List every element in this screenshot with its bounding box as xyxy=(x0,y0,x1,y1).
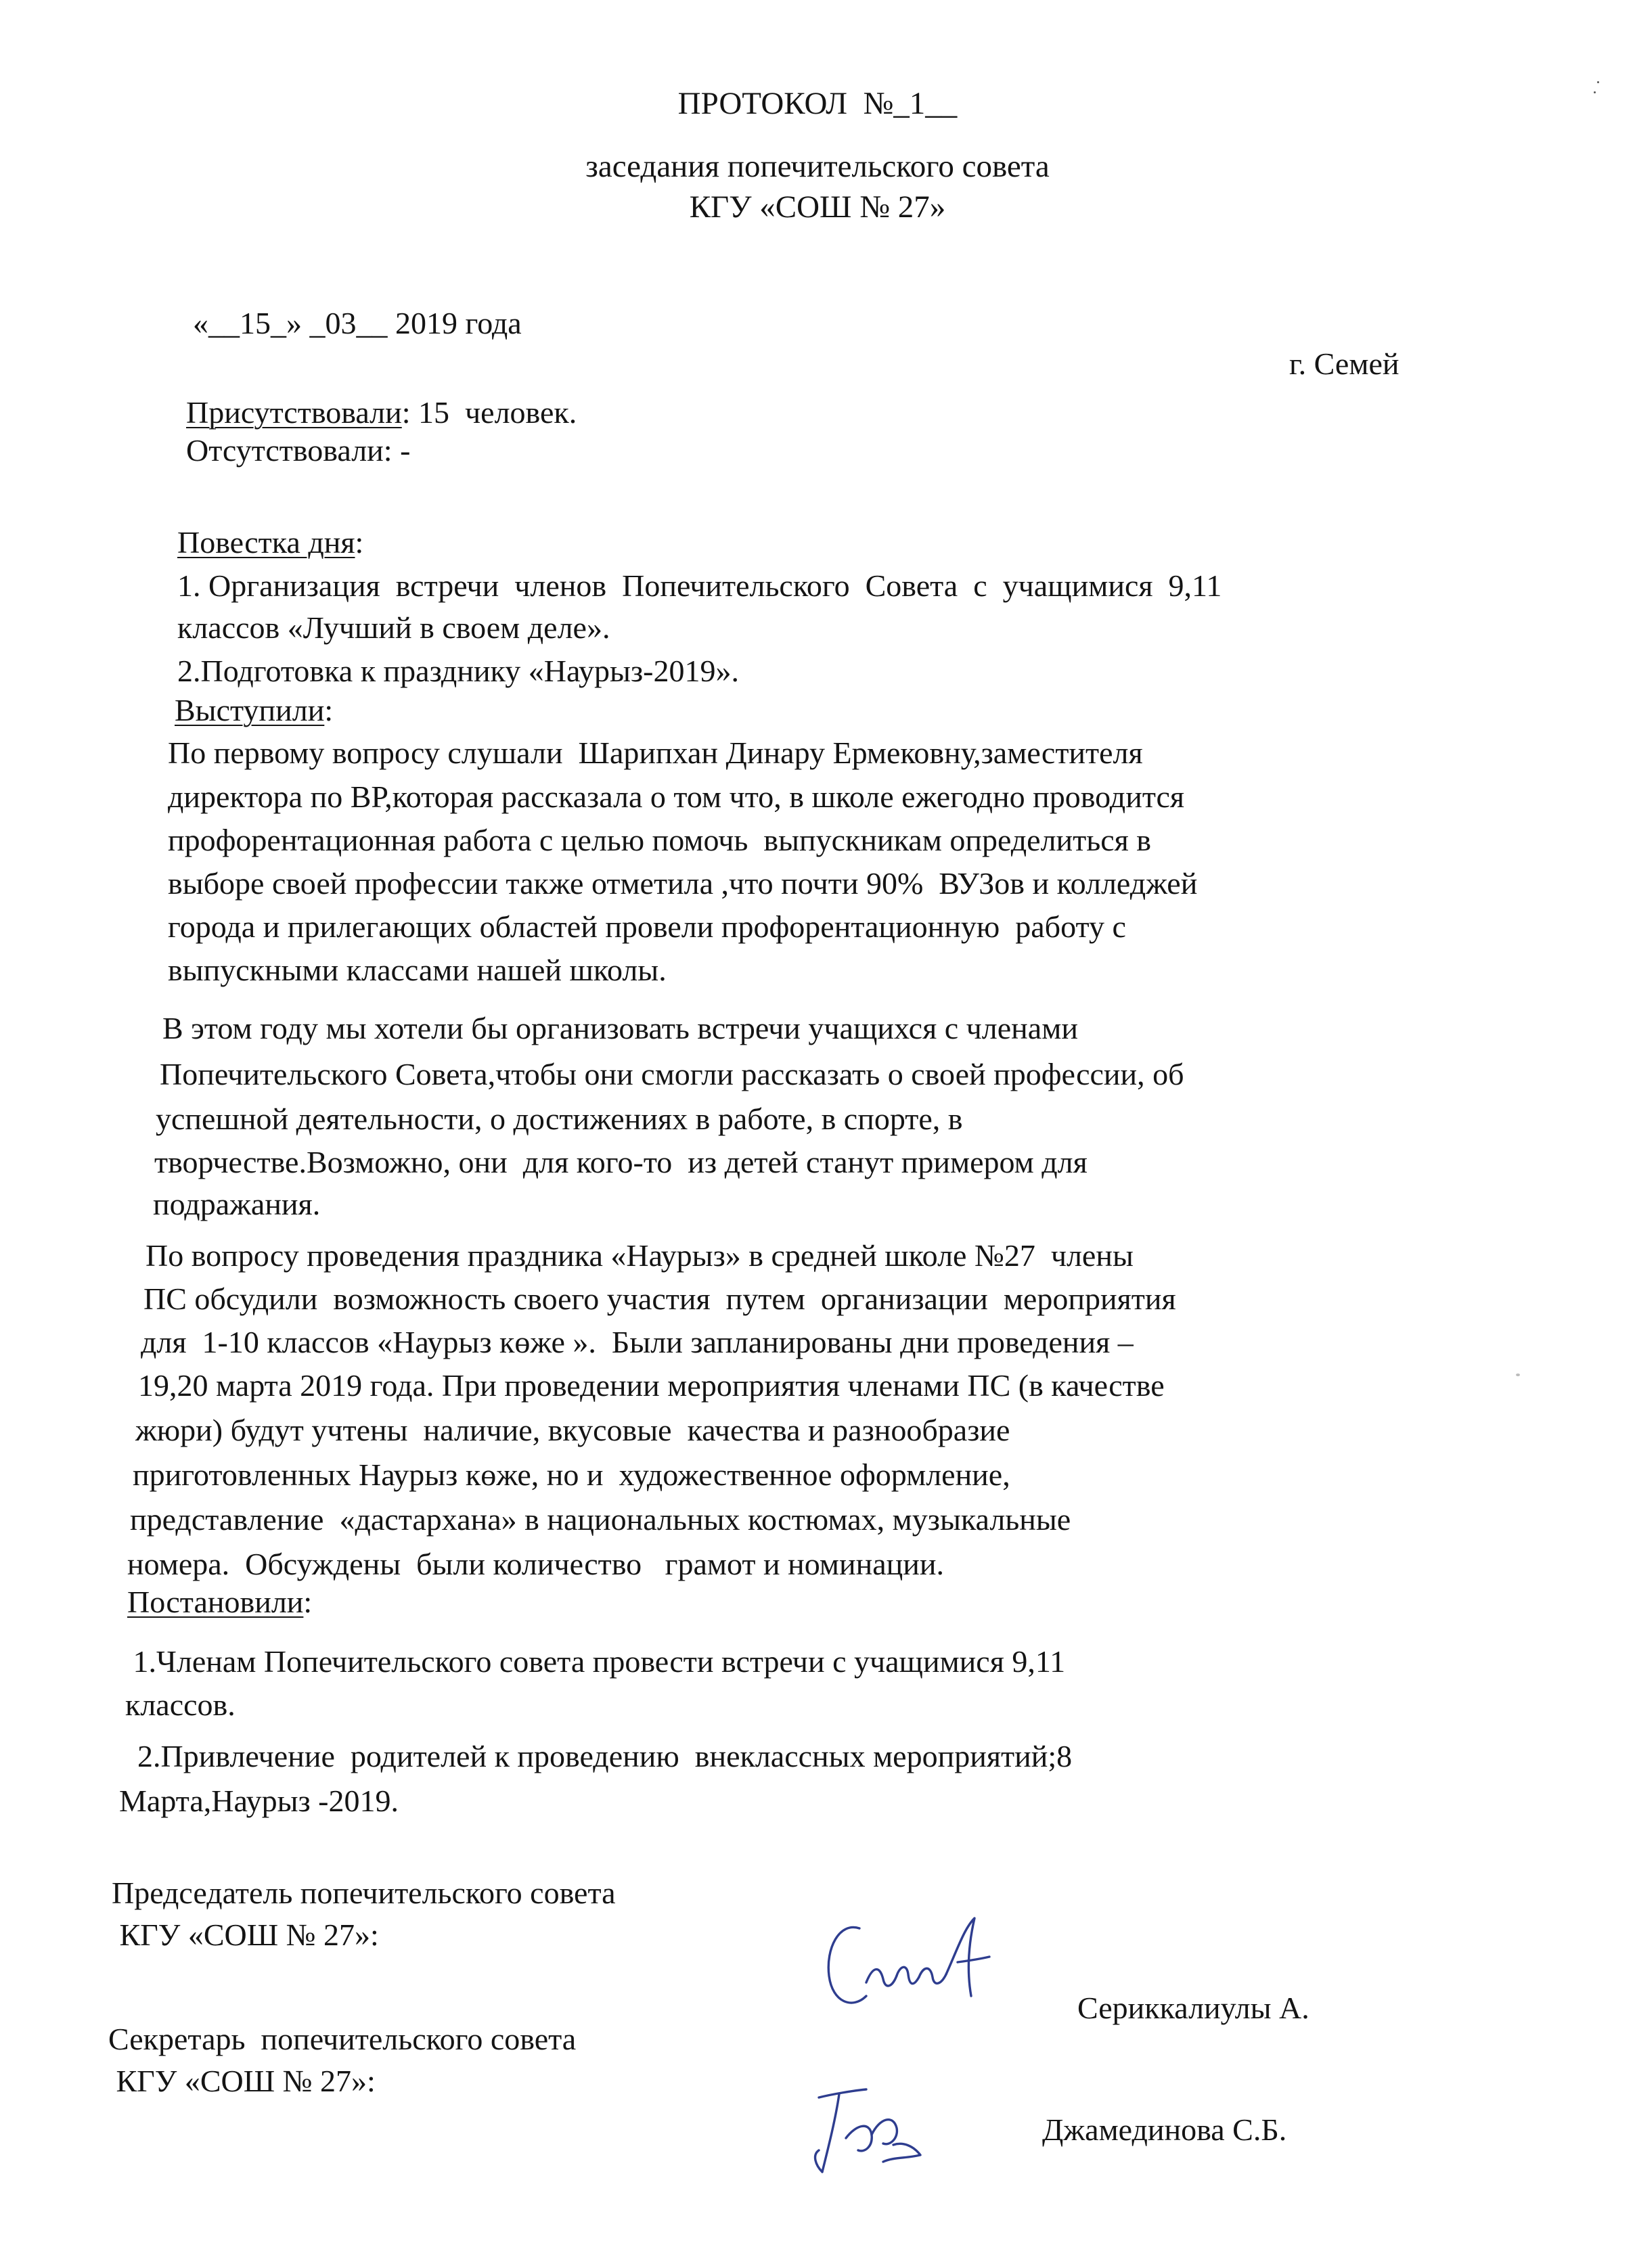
agenda-line: 1. Организация встречи членов Попечительского Совета с учащимися 9,11 xyxy=(177,568,1222,603)
speakers-line: творчестве.Возможно, они для кого-то из детей станут примером для xyxy=(154,1145,1088,1179)
scan-speck xyxy=(1594,91,1596,93)
present-label: Присутствовали xyxy=(186,395,402,430)
speakers-line: ПС обсудили возможность своего участия путем организации мероприятия xyxy=(143,1282,1176,1316)
meeting-date: «__15_» _03__ 2019 года xyxy=(193,306,522,340)
resolved-line: Марта,Наурыз -2019. xyxy=(119,1784,399,1818)
speakers-line: представление «дастархана» в национальных костюмах, музыкальные xyxy=(130,1502,1071,1537)
speakers-line: города и прилегающих областей провели профорентационную работу с xyxy=(168,909,1126,944)
resolved-line: классов. xyxy=(125,1687,236,1722)
organization-name: КГУ «СОШ № 27» xyxy=(689,189,946,225)
speakers-line: По первому вопросу слушали Шарипхан Динару Ермековну,заместителя xyxy=(168,735,1143,770)
scan-speck xyxy=(1516,1374,1520,1376)
chair-signature xyxy=(812,1901,1015,2030)
chair-name: Сериккалиулы А. xyxy=(1077,1991,1309,2025)
speakers-line: для 1-10 классов «Наурыз көже ». Были запланированы дни проведения – xyxy=(141,1325,1134,1359)
meeting-city: г. Семей xyxy=(1289,346,1399,381)
secretary-name: Джамединова С.Б. xyxy=(1042,2112,1287,2147)
document-subtitle: заседания попечительского совета xyxy=(585,149,1050,184)
speakers-line: подражания. xyxy=(153,1187,321,1221)
speakers-line: выпускными классами нашей школы. xyxy=(168,953,667,987)
attendance-absent: Отсутствовали: - xyxy=(186,433,411,468)
speakers-line: успешной деятельности, о достижениях в работе, в спорте, в xyxy=(156,1102,963,1136)
resolved-heading: Постановили: xyxy=(127,1585,313,1619)
speakers-line: номера. Обсуждены были количество грамот и номинации. xyxy=(127,1547,944,1581)
speakers-heading: Выступили: xyxy=(175,693,334,727)
speakers-line: приготовленных Наурыз көже, но и художественное оформление, xyxy=(133,1457,1010,1492)
agenda-heading: Повестка дня: xyxy=(177,525,364,560)
chair-role: Председатель попечительского совета xyxy=(112,1876,616,1910)
scan-speck xyxy=(1597,81,1599,83)
chair-organization: КГУ «СОШ № 27»: xyxy=(112,1918,379,1952)
speakers-line: Попечительского Совета,чтобы они смогли рассказать о своей профессии, об xyxy=(160,1057,1184,1091)
agenda-line: 2.Подготовка к празднику «Наурыз-2019». xyxy=(177,654,739,688)
agenda-line: классов «Лучший в своем деле». xyxy=(177,610,610,645)
speakers-line: профорентационная работа с целью помочь выпускникам определиться в xyxy=(168,823,1152,857)
secretary-signature xyxy=(792,2070,947,2192)
speakers-line: выборе своей профессии также отметила ,что почти 90% ВУЗов и колледжей xyxy=(168,866,1198,901)
document-title: ПРОТОКОЛ №_1__ xyxy=(677,86,958,121)
speakers-line: директора по ВР,которая рассказала о том что, в школе ежегодно проводится xyxy=(168,779,1185,814)
secretary-role: Секретарь попечительского совета xyxy=(108,2022,577,2056)
speakers-line: В этом году мы хотели бы организовать встречи учащихся с членами xyxy=(162,1011,1078,1045)
present-value: : 15 человек. xyxy=(401,395,577,430)
speakers-line: По вопросу проведения праздника «Наурыз» в средней школе №27 члены xyxy=(145,1238,1134,1273)
attendance-present xyxy=(186,394,577,432)
resolved-line: 1.Членам Попечительского совета провести встречи с учащимися 9,11 xyxy=(125,1644,1066,1679)
resolved-line: 2.Привлечение родителей к проведению внеклассных мероприятий;8 xyxy=(122,1739,1073,1773)
speakers-line: жюри) будут учтены наличие, вкусовые качества и разнообразие xyxy=(135,1413,1010,1447)
speakers-line: 19,20 марта 2019 года. При проведении мероприятия членами ПС (в качестве xyxy=(138,1368,1165,1403)
secretary-organization: КГУ «СОШ № 27»: xyxy=(108,2064,376,2098)
